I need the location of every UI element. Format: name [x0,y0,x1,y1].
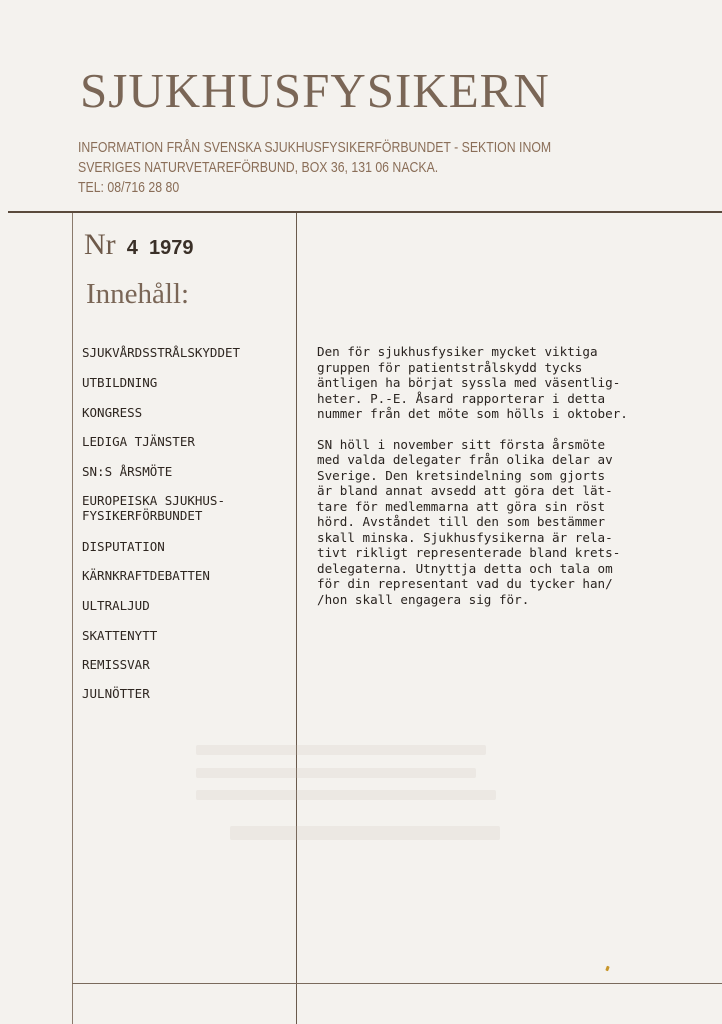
paper-show-through [230,826,500,840]
toc-item: SJUKVÅRDSSTRÅLSKYDDET [82,345,241,360]
header-divider [8,211,722,213]
paper-show-through [196,790,496,800]
paper-show-through [196,768,476,778]
toc-item: SKATTENYTT [82,628,158,643]
toc-item: LEDIGA TJÄNSTER [82,434,195,449]
toc-item: EUROPEISKA SJUKHUS- FYSIKERFÖRBUNDET [82,493,225,523]
org-info-phone: TEL: 08/716 28 80 [78,179,180,196]
org-info-line: INFORMATION FRÅN SVENSKA SJUKHUSFYSIKERFÖRBUNDET - SEKTION INOM [78,139,552,156]
article-paragraph: SN höll i november sitt första årsmöte med valda delegater från olika delar av Sverige. Den kretsindelning som gjorts är bland annat avsedd att göra det lät- tare för medlemmarna att göra sin röst hörd. Avståndet till den som bestämmer skall minska. Sjukhusfysikerna är rela- tivt rikligt representerade bland krets- delegaterna. Utnyttja detta och tala om för din representant vad du tycker han/ /hon skall engagera sig för. [317,436,621,607]
column-divider [296,213,297,1024]
toc-item: DISPUTATION [82,539,165,554]
toc-item: KÄRNKRAFTDEBATTEN [82,568,210,583]
left-margin-rule [72,213,73,1024]
article-paragraph: Den för sjukhusfysiker mycket viktiga gruppen för patientstrålskydd tycks äntligen ha börjat syssla med väsentlig- heter. P.-E. Åsard rapporterar i detta nummer från det möte som hölls i oktober. [317,344,628,421]
issue-nr-label: Nr [84,228,116,261]
contents-heading: Innehåll: [86,278,190,310]
toc-item: KONGRESS [82,405,143,420]
paper-speck [605,966,610,972]
editorial-text [317,344,717,622]
footer-divider [72,983,722,984]
toc-item: UTBILDNING [82,375,158,390]
organization-info [78,138,551,198]
toc-item: REMISSVAR [82,657,150,672]
toc-item: ULTRALJUD [82,598,150,613]
issue-year: 1979 [148,237,194,259]
org-info-line: SVERIGES NATURVETAREFÖRBUND, BOX 36, 131 06 NACKA. [78,159,439,176]
masthead-title: SJUKHUSFYSIKERN [80,63,550,118]
paper-show-through [196,745,486,755]
issue-number [84,228,193,262]
issue-num: 4 [126,237,138,259]
toc-item: JULNÖTTER [82,686,150,701]
toc-item: SN:S ÅRSMÖTE [82,464,173,479]
